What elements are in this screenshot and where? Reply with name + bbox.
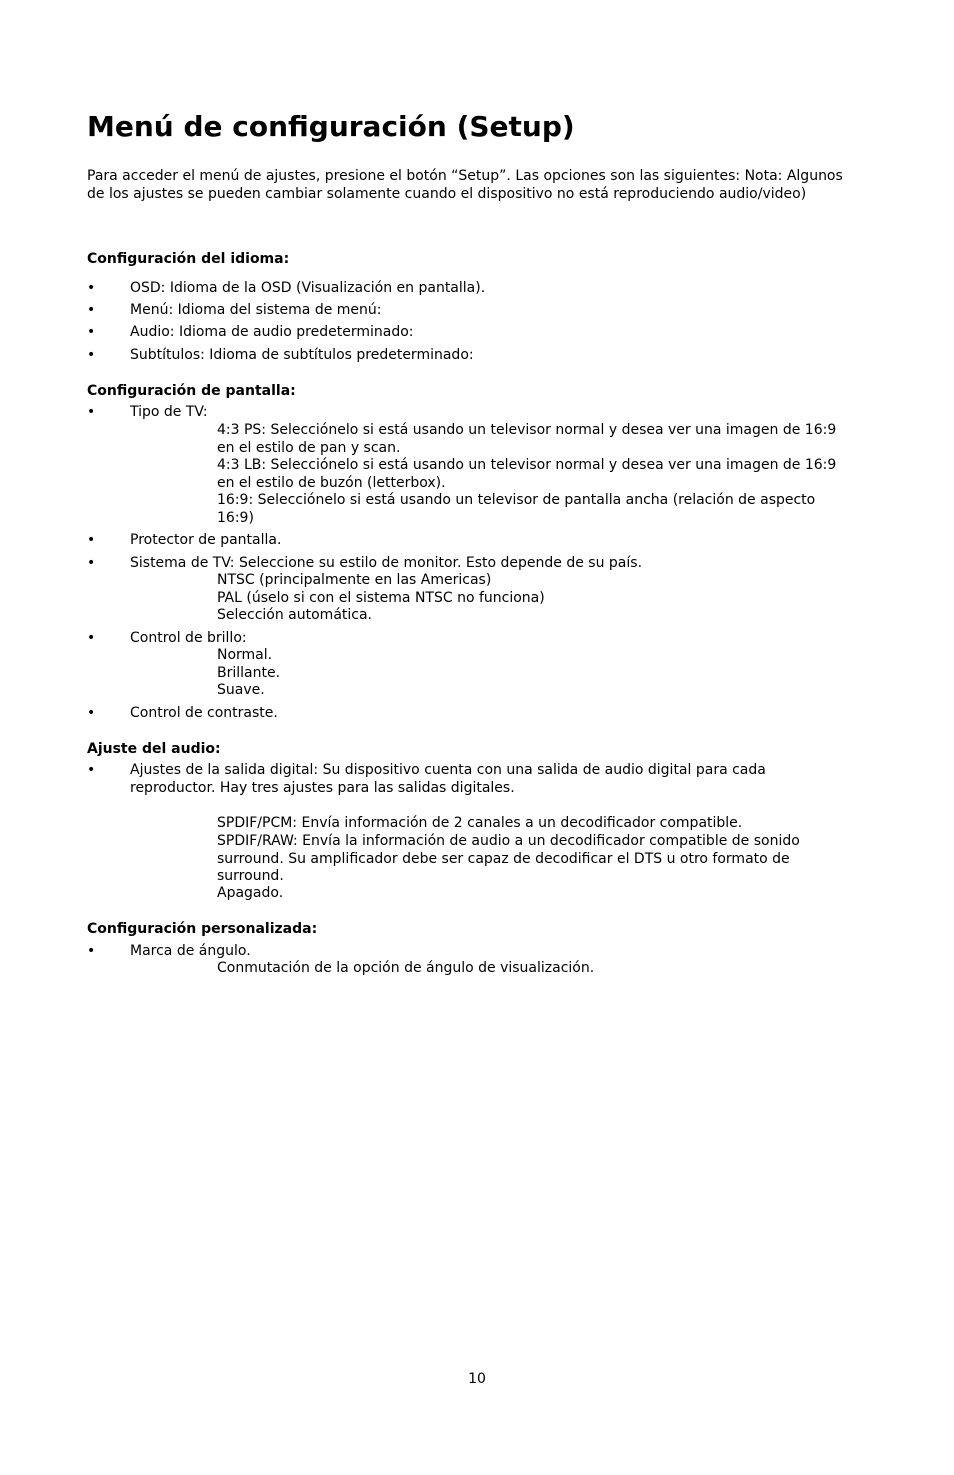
display-heading: Configuración de pantalla: [87, 383, 296, 399]
list-item: Subtítulos: Idioma de subtítulos predeterminado: [130, 347, 474, 363]
tv-type-label: Tipo de TV: [130, 404, 208, 420]
intro-paragraph: Para acceder el menú de ajustes, presione el botón “Setup”. Las opciones son las siguientes: Nota: Algunos de los ajustes se pueden cambiar solamente cuando el dispositivo no está reproduciendo audio/video) [87, 168, 843, 202]
brightness-option: Normal. [217, 647, 273, 663]
tv-system-option: PAL (úselo si con el sistema NTSC no funciona) [217, 590, 545, 606]
bullet-icon: • [87, 302, 96, 318]
tv-system-option: Selección automática. [217, 607, 373, 623]
contrast-item: Control de contraste. [130, 705, 278, 721]
digital-output-option: Apagado. [217, 885, 284, 901]
list-item: OSD: Idioma de la OSD (Visualización en pantalla). [130, 280, 486, 296]
bullet-icon: • [87, 630, 96, 646]
audio-heading: Ajuste del audio: [87, 741, 221, 757]
list-item: Menú: Idioma del sistema de menú: [130, 302, 382, 318]
bullet-icon: • [87, 555, 96, 571]
list-item: Audio: Idioma de audio predeterminado: [130, 324, 414, 340]
digital-output-option: SPDIF/PCM: Envía información de 2 canales a un decodificador compatible. [217, 815, 743, 831]
digital-output-label: Ajustes de la salida digital: Su dispositivo cuenta con una salida de audio digital para cada reproductor. Hay tres ajustes para las salidas digitales. [130, 762, 766, 796]
bullet-icon: • [87, 532, 96, 548]
brightness-option: Brillante. [217, 665, 281, 681]
bullet-icon: • [87, 280, 96, 296]
screen-saver-item: Protector de pantalla. [130, 532, 282, 548]
bullet-icon: • [87, 705, 96, 721]
bullet-icon: • [87, 404, 96, 420]
custom-heading: Configuración personalizada: [87, 921, 318, 937]
brightness-label: Control de brillo: [130, 630, 247, 646]
language-heading: Configuración del idioma: [87, 251, 290, 267]
brightness-option: Suave. [217, 682, 265, 698]
bullet-icon: • [87, 943, 96, 959]
bullet-icon: • [87, 324, 96, 340]
tv-system-option: NTSC (principalmente en las Americas) [217, 572, 492, 588]
bullet-icon: • [87, 347, 96, 363]
page-number: 10 [468, 1371, 486, 1387]
digital-output-option: SPDIF/RAW: Envía la información de audio a un decodificador compatible de sonido surround. Su amplificador debe ser capaz de decodificar el DTS u otro formato de surround. [217, 833, 800, 885]
bullet-icon: • [87, 762, 96, 778]
tv-system-label: Sistema de TV: Seleccione su estilo de monitor. Esto depende de su país. [130, 555, 643, 571]
tv-type-option: 4:3 PS: Selecciónelo si está usando un televisor normal y desea ver una imagen de 16:9 en el estilo de pan y scan. [217, 422, 837, 456]
angle-mark-option: Conmutación de la opción de ángulo de visualización. [217, 960, 595, 976]
angle-mark-label: Marca de ángulo. [130, 943, 251, 959]
page-title: Menú de configuración (Setup) [87, 110, 575, 143]
tv-type-option: 16:9: Selecciónelo si está usando un televisor de pantalla ancha (relación de aspecto 16:9) [217, 492, 816, 526]
tv-type-option: 4:3 LB: Selecciónelo si está usando un televisor normal y desea ver una imagen de 16:9 en el estilo de buzón (letterbox). [217, 457, 837, 491]
